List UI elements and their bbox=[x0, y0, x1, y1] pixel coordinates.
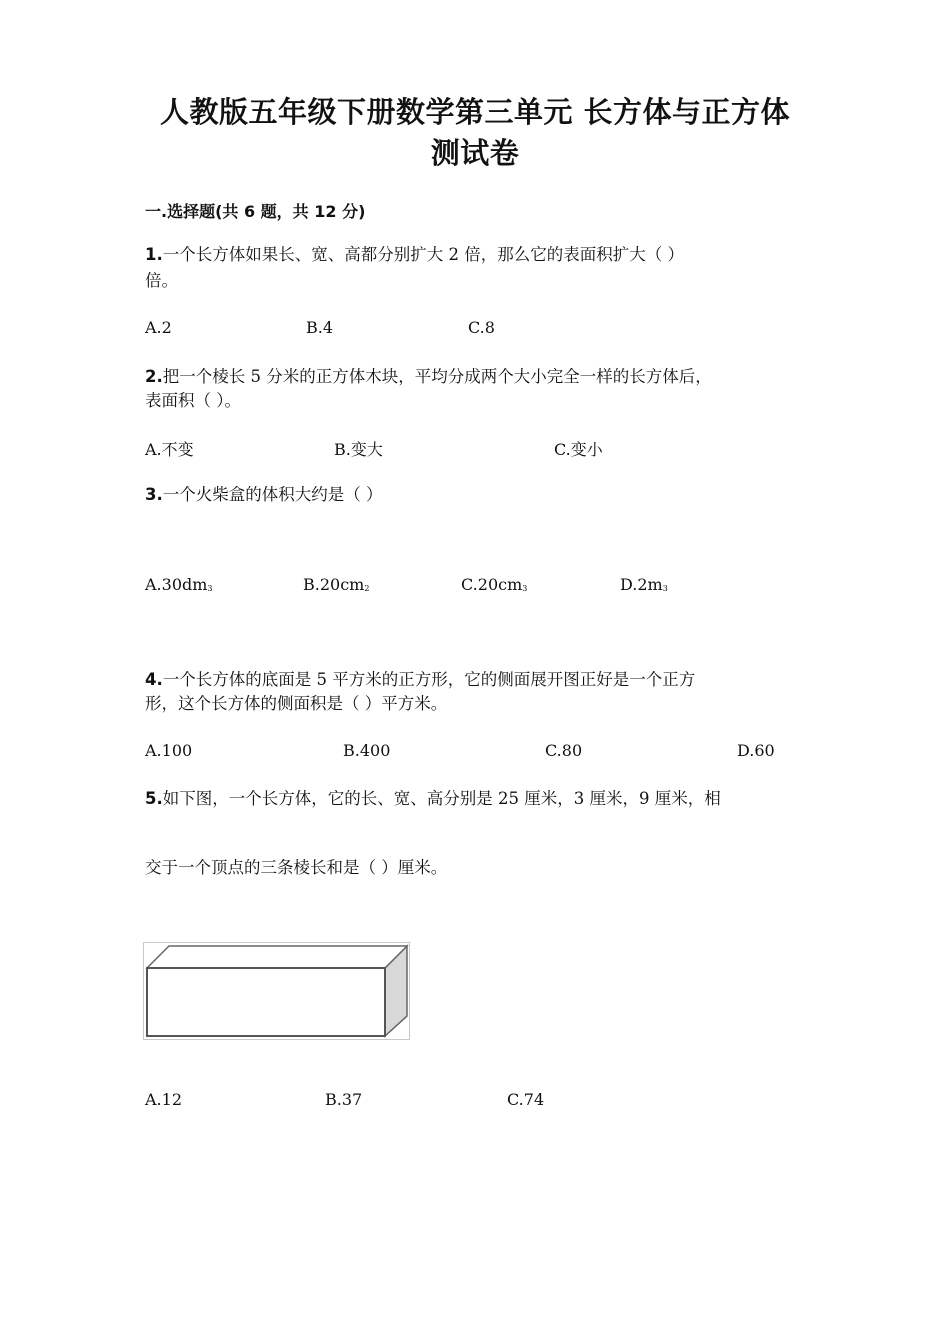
q2-option-c[interactable]: C.变小 bbox=[554, 440, 603, 459]
question-5-line2: 交于一个顶点的三条棱长和是（ ）厘米。 bbox=[145, 858, 448, 877]
q1-option-a[interactable]: A.2 bbox=[145, 318, 172, 337]
cuboid-figure bbox=[143, 942, 413, 1046]
question-2-line2: 表面积（ ）。 bbox=[145, 391, 241, 410]
question-text: 如下图，一个长方体，它的长、宽、高分别是 25 厘米，3 厘米，9 厘米，相 bbox=[162, 789, 721, 808]
q3-option-a[interactable] bbox=[145, 575, 213, 594]
option-text: A.30dm bbox=[145, 575, 208, 594]
q3-option-b[interactable] bbox=[303, 575, 369, 594]
page-title-line1: 人教版五年级下册数学第三单元 长方体与正方体 bbox=[159, 95, 791, 129]
q1-option-b[interactable]: B.4 bbox=[306, 318, 334, 337]
q2-option-b[interactable]: B.变大 bbox=[334, 440, 383, 459]
q2-option-a[interactable]: A.不变 bbox=[145, 440, 194, 459]
question-text: 一个火柴盒的体积大约是（ ） bbox=[162, 485, 383, 504]
question-text: 一个长方体如果长、宽、高都分别扩大 2 倍，那么它的表面积扩大（ ） bbox=[162, 245, 684, 264]
q3-option-c[interactable] bbox=[461, 575, 527, 594]
question-3-line1 bbox=[145, 482, 383, 508]
question-4-line2: 形，这个长方体的侧面积是（ ）平方米。 bbox=[145, 694, 448, 713]
q3-option-d[interactable] bbox=[620, 575, 668, 594]
question-4-line1 bbox=[145, 667, 695, 693]
question-5-line1 bbox=[145, 786, 721, 812]
question-number: 3. bbox=[145, 485, 163, 504]
question-1-line1 bbox=[145, 242, 684, 268]
q5-option-c[interactable]: C.74 bbox=[507, 1090, 545, 1109]
option-text: B.20cm bbox=[303, 575, 365, 594]
exponent: 3 bbox=[522, 584, 528, 593]
question-number: 2. bbox=[145, 367, 163, 386]
exponent: 2 bbox=[364, 584, 370, 593]
option-text: C.20cm bbox=[461, 575, 523, 594]
q4-option-b[interactable]: B.400 bbox=[343, 741, 391, 760]
q4-option-c[interactable]: C.80 bbox=[545, 741, 583, 760]
q4-option-d[interactable]: D.60 bbox=[737, 741, 775, 760]
page-title-line2: 测试卷 bbox=[430, 136, 520, 170]
question-text: 一个长方体的底面是 5 平方米的正方形，它的侧面展开图正好是一个正方 bbox=[162, 670, 696, 689]
exponent: 3 bbox=[662, 584, 668, 593]
question-2-line1 bbox=[145, 364, 712, 390]
q5-option-a[interactable]: A.12 bbox=[145, 1090, 182, 1109]
exponent: 3 bbox=[207, 584, 213, 593]
section-heading: 一.选择题(共 6 题，共 12 分) bbox=[145, 202, 366, 221]
question-number: 5. bbox=[145, 789, 163, 808]
question-1-line2: 倍。 bbox=[145, 271, 178, 290]
cuboid-drawing bbox=[143, 942, 413, 1042]
question-number: 4. bbox=[145, 670, 163, 689]
q5-option-b[interactable]: B.37 bbox=[325, 1090, 363, 1109]
question-number: 1. bbox=[145, 245, 163, 264]
option-text: D.2m bbox=[620, 575, 663, 594]
question-text: 把一个棱长 5 分米的正方体木块，平均分成两个大小完全一样的长方体后， bbox=[162, 367, 712, 386]
q4-option-a[interactable]: A.100 bbox=[145, 741, 193, 760]
q1-option-c[interactable]: C.8 bbox=[468, 318, 495, 337]
